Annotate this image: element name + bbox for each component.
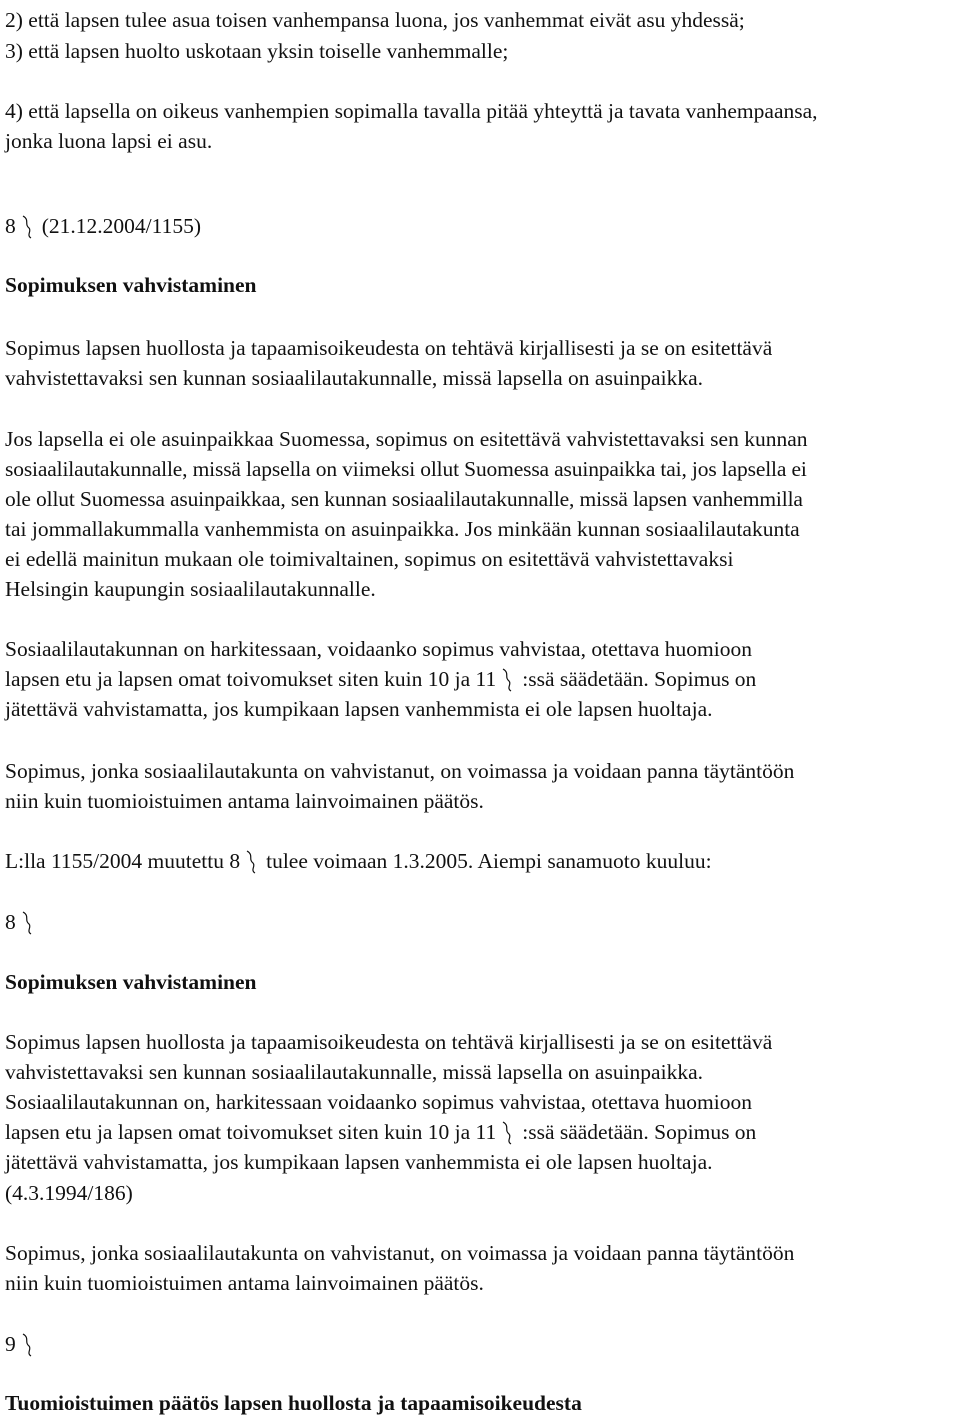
- paragraph-line: [5, 363, 703, 393]
- section-number: 8: [5, 214, 16, 238]
- text-line: 4) että lapsella on oikeus vanhempien sopimalla tavalla pitää yhteyttä ja tavata vanhempaansa,: [5, 99, 818, 123]
- list-item-4-cont: [5, 126, 212, 156]
- text-line: sosiaalilautakunnalle, missä lapsella on viimeksi ollut Suomessa asuinpaikka tai, jos lapsella ei: [5, 457, 807, 481]
- section-heading: [5, 967, 257, 997]
- paragraph-line: [5, 1027, 772, 1057]
- amendment-note: [5, 846, 712, 876]
- text-line: (4.3.1994/186): [5, 1181, 133, 1205]
- section-number-line: [5, 907, 42, 937]
- text-line: Jos lapsella ei ole asuinpaikkaa Suomessa, sopimus on esitettävä vahvistettavaksi sen kunnan: [5, 427, 808, 451]
- paragraph-line: [5, 514, 800, 544]
- text-line: tai jommallakummalla vanhemmista on asuinpaikka. Jos minkään kunnan sosiaalilautakunta: [5, 517, 800, 541]
- paragraph-line: [5, 694, 713, 724]
- text-line: niin kuin tuomioistuimen antama lainvoimainen päätös.: [5, 1271, 484, 1295]
- list-item-3: [5, 36, 508, 66]
- heading-text: Sopimuksen vahvistaminen: [5, 970, 257, 994]
- paragraph-line: [5, 484, 803, 514]
- text-line: jonka luona lapsi ei asu.: [5, 129, 213, 153]
- paragraph-line: [5, 1117, 756, 1147]
- section-reference: [5, 211, 201, 241]
- section-sign-icon: [500, 664, 516, 694]
- text-line: L:lla 1155/2004 muutettu 8: [5, 849, 241, 873]
- text-line: 2) että lapsen tulee asua toisen vanhempansa luona, jos vanhemmat eivät asu yhdessä;: [5, 8, 745, 32]
- section-amendment: (21.12.2004/1155): [41, 214, 201, 238]
- paragraph-line: [5, 756, 794, 786]
- text-line: Sosiaalilautakunnan on, harkitessaan voidaanko sopimus vahvistaa, otettava huomioon: [5, 1090, 752, 1114]
- section-sign-icon: [20, 211, 36, 241]
- paragraph-line: [5, 424, 808, 454]
- paragraph-line: [5, 664, 756, 694]
- section-heading: [5, 270, 257, 300]
- paragraph-line: [5, 574, 376, 604]
- list-item-4: [5, 96, 818, 126]
- text-line: jätettävä vahvistamatta, jos kumpikaan lapsen vanhemmista ei ole lapsen huoltaja.: [5, 1150, 713, 1174]
- text-line: 3) että lapsen huolto uskotaan yksin toiselle vanhemmalle;: [5, 39, 509, 63]
- text-line: :ssä säädetään. Sopimus on: [522, 1120, 757, 1144]
- section-sign-icon: [500, 1117, 516, 1147]
- text-line: Sopimus lapsen huollosta ja tapaamisoikeudesta on tehtävä kirjallisesti ja se on esitettävä: [5, 336, 773, 360]
- heading-text: Tuomioistuimen päätös lapsen huollosta ja tapaamisoikeudesta: [5, 1391, 582, 1415]
- text-line: vahvistettavaksi sen kunnan sosiaalilautakunnalle, missä lapsella on asuinpaikka.: [5, 366, 703, 390]
- paragraph-line: [5, 1087, 752, 1117]
- paragraph-line: [5, 544, 733, 574]
- paragraph-line: [5, 634, 752, 664]
- section-heading: [5, 1388, 582, 1418]
- text-line: niin kuin tuomioistuimen antama lainvoimainen päätös.: [5, 789, 484, 813]
- text-line: ole ollut Suomessa asuinpaikkaa, sen kunnan sosiaalilautakunnalle, missä lapsen vanhemmilla: [5, 487, 803, 511]
- text-line: :ssä säädetään. Sopimus on: [522, 667, 757, 691]
- paragraph-line: [5, 333, 772, 363]
- text-line: jätettävä vahvistamatta, jos kumpikaan lapsen vanhemmista ei ole lapsen huoltaja.: [5, 697, 713, 721]
- list-item-2: [5, 5, 745, 35]
- text-line: Sopimus, jonka sosiaalilautakunta on vahvistanut, on voimassa ja voidaan panna täytäntöön: [5, 759, 795, 783]
- text-line: Sosiaalilautakunnan on harkitessaan, voidaanko sopimus vahvistaa, otettava huomioon: [5, 637, 752, 661]
- text-line: Sopimus, jonka sosiaalilautakunta on vahvistanut, on voimassa ja voidaan panna täytäntöön: [5, 1241, 795, 1265]
- text-line: lapsen etu ja lapsen omat toivomukset siten kuin 10 ja 11: [5, 667, 497, 691]
- text-line: Sopimus lapsen huollosta ja tapaamisoikeudesta on tehtävä kirjallisesti ja se on esitettävä: [5, 1030, 773, 1054]
- section-number-line: [5, 1329, 42, 1359]
- section-number: 8: [5, 910, 16, 934]
- text-line: lapsen etu ja lapsen omat toivomukset siten kuin 10 ja 11: [5, 1120, 497, 1144]
- paragraph-line: [5, 1057, 703, 1087]
- section-sign-icon: [20, 907, 36, 937]
- text-line: vahvistettavaksi sen kunnan sosiaalilautakunnalle, missä lapsella on asuinpaikka.: [5, 1060, 703, 1084]
- amendment-reference: [5, 1178, 133, 1208]
- section-sign-icon: [20, 1329, 36, 1359]
- heading-text: Sopimuksen vahvistaminen: [5, 273, 257, 297]
- section-sign-icon: [244, 846, 260, 876]
- text-line: tulee voimaan 1.3.2005. Aiempi sanamuoto kuuluu:: [266, 849, 712, 873]
- section-number: 9: [5, 1332, 16, 1356]
- text-line: Helsingin kaupungin sosiaalilautakunnalle.: [5, 577, 376, 601]
- paragraph-line: [5, 1238, 794, 1268]
- paragraph-line: [5, 1268, 484, 1298]
- paragraph-line: [5, 1147, 713, 1177]
- text-line: ei edellä mainitun mukaan ole toimivaltainen, sopimus on esitettävä vahvistettavaksi: [5, 547, 734, 571]
- paragraph-line: [5, 454, 807, 484]
- paragraph-line: [5, 786, 484, 816]
